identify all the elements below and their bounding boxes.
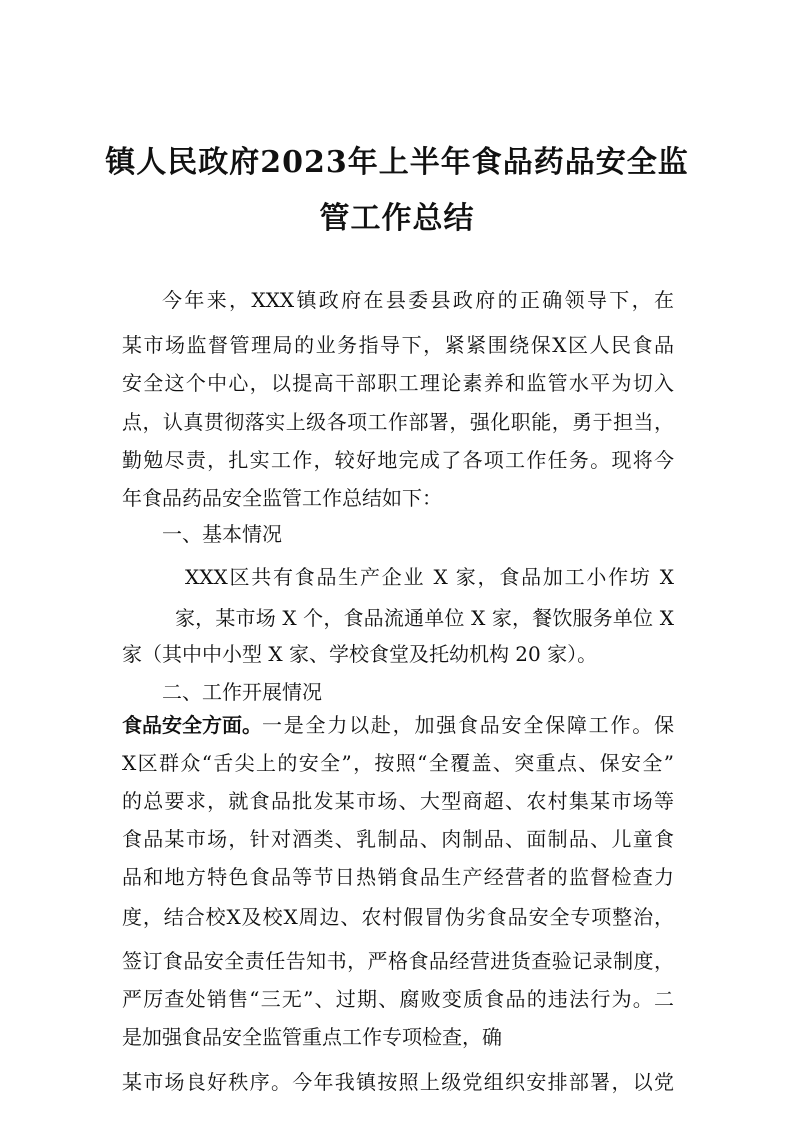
paragraph-line: X区群众“舌尖上的安全”，按照“全覆盖、突重点、保安全” bbox=[122, 751, 674, 775]
paragraph-line: XXX区共有食品生产企业 X 家，食品加工小作坊 X bbox=[185, 565, 674, 589]
document-title-line-2: 管工作总结 bbox=[319, 201, 475, 236]
paragraph-line: 年食品药品安全监管工作总结如下： bbox=[122, 486, 442, 510]
document-title-line-1: 镇人民政府2023年上半年食品药品安全监 bbox=[105, 145, 689, 180]
section-heading-basic: 一、基本情况 bbox=[162, 522, 282, 546]
paragraph-line: 食品某市场，针对酒类、乳制品、肉制品、面制品、儿童食 bbox=[122, 827, 674, 851]
paragraph-line: 家，某市场 X 个，食品流通单位 X 家，餐饮服务单位 X bbox=[175, 606, 674, 630]
paragraph-line: 家（其中中小型 X 家、学校食堂及托幼机构 20 家）。 bbox=[122, 642, 598, 666]
paragraph-line: 的总要求，就食品批发某市场、大型商超、农村集某市场等 bbox=[122, 789, 674, 813]
paragraph-line: 点，认真贯彻落实上级各项工作部署，强化职能，勇于担当， bbox=[122, 410, 674, 434]
bold-lead-text: 食品安全方面。 bbox=[122, 713, 262, 737]
paragraph-line: 某市场监督管理局的业务指导下，紧紧围绕保X区人民食品 bbox=[122, 333, 674, 357]
paragraph-line: 勤勉尽责，扎实工作，较好地完成了各项工作任务。现将今 bbox=[122, 448, 674, 472]
paragraph-line: 今年来，XXX镇政府在县委县政府的正确领导下，在 bbox=[162, 288, 674, 312]
paragraph-line-with-lead bbox=[122, 712, 674, 738]
paragraph-line: 品和地方特色食品等节日热销食品生产经营者的监督检查力 bbox=[122, 865, 674, 889]
lead-remainder: 一是全力以赴，加强食品安全保障工作。保 bbox=[262, 713, 674, 737]
paragraph-line: 签订食品安全责任告知书，严格食品经营进货查验记录制度， bbox=[122, 949, 674, 973]
section-heading-work: 二、工作开展情况 bbox=[162, 680, 322, 704]
paragraph-line: 度，结合校X及校X周边、农村假冒伪劣食品安全专项整治， bbox=[122, 905, 674, 929]
paragraph-line: 安全这个中心，以提高干部职工理论素养和监管水平为切入 bbox=[122, 371, 674, 395]
paragraph-line: 某市场良好秩序。今年我镇按照上级党组织安排部署，以党 bbox=[122, 1070, 674, 1094]
paragraph-line: 是加强食品安全监管重点工作专项检查，确 bbox=[122, 1025, 502, 1049]
paragraph-line: 严厉查处销售“三无”、过期、腐败变质食品的违法行为。二 bbox=[122, 987, 674, 1011]
